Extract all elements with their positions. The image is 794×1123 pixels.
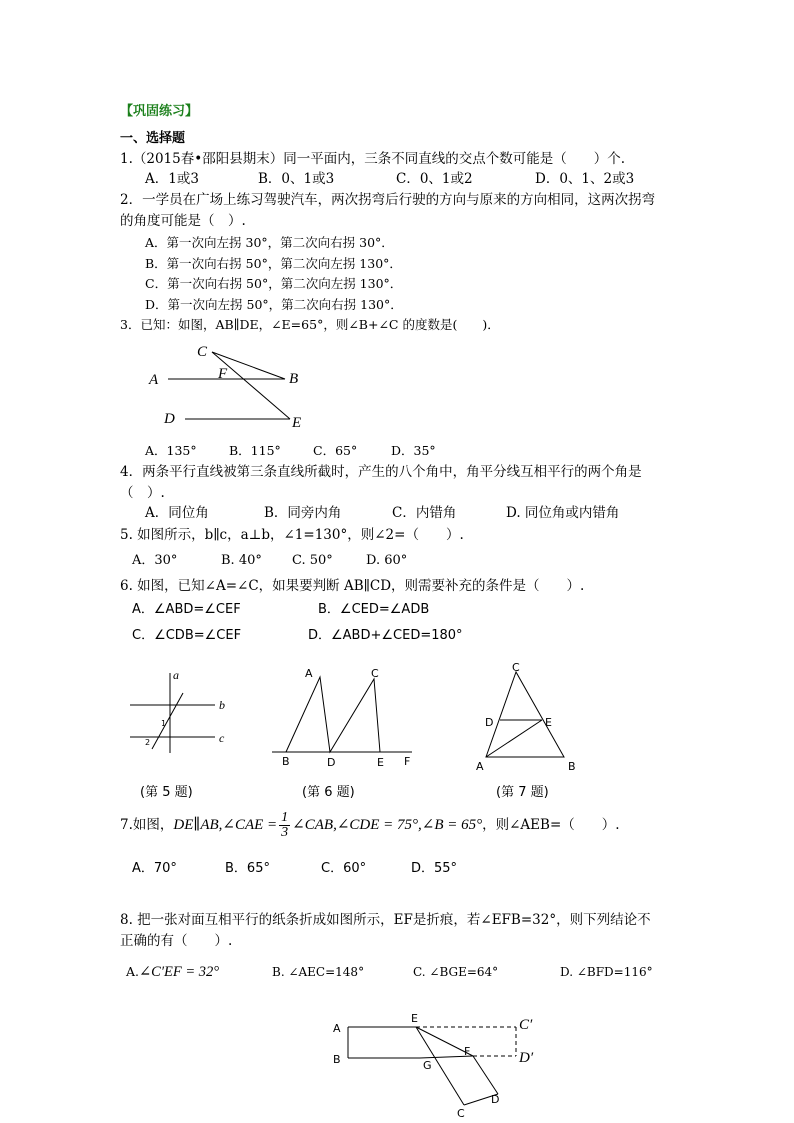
fig6-label-e: E: [377, 756, 384, 769]
q5-option-b: B. 40°: [221, 553, 262, 568]
q8-figure: [330, 1008, 545, 1120]
q8-option-d: D. ∠BFD=116°: [560, 965, 653, 979]
q3-label-a: A: [149, 372, 159, 388]
q8-option-c: C. ∠BGE=64°: [413, 965, 499, 979]
q3-label-f: F: [218, 366, 228, 382]
fig5-label-c: c: [219, 731, 225, 745]
q6-option-b: B．∠CED=∠ADB: [318, 602, 430, 617]
fig5-figure: [130, 665, 240, 755]
q6-option-a: A．∠ABD=∠CEF: [132, 602, 241, 617]
section-title: 一、选择题: [120, 131, 186, 146]
q3-label-b: B: [289, 371, 299, 387]
q7-stem: [120, 807, 620, 843]
q6-option-c: C．∠CDB=∠CEF: [132, 628, 242, 643]
q2-option-d: D．第一次向左拐 50°，第二次向右拐 130°．: [145, 297, 403, 312]
q8-label-g: G: [423, 1059, 432, 1072]
q8-label-b: B: [333, 1053, 341, 1066]
q5-option-c: C. 50°: [292, 553, 333, 568]
q3-label-e: E: [292, 415, 302, 431]
q7-option-c: C．60°: [321, 861, 367, 876]
fig6-caption: (第 6 题): [302, 785, 355, 800]
q3-option-d: D．35°: [391, 443, 436, 458]
q4-option-c: C．内错角: [392, 505, 457, 521]
q3-option-c: C．65°: [313, 443, 358, 458]
fig7-label-d: D: [485, 716, 494, 729]
q4-stem-line2: （ ）.: [120, 485, 165, 501]
q7-option-b: B．65°: [225, 861, 270, 876]
q7-prefix: 7.如图，: [120, 817, 174, 833]
q8-label-d: D: [491, 1093, 500, 1106]
q8-label-d-prime: D′: [519, 1050, 534, 1066]
section-header: 【巩固练习】: [120, 104, 199, 119]
q7-formula-part1: DE∥AB,∠CAE =: [173, 817, 278, 833]
q7-option-d: D．55°: [411, 861, 458, 876]
fig7-label-a: A: [476, 760, 484, 773]
fig6-label-a: A: [305, 667, 313, 680]
q2-option-a: A．第一次向左拐 30°，第二次向右拐 30°．: [145, 235, 394, 250]
fig6-label-b: B: [282, 755, 290, 768]
q7-formula-part2: ∠CAB,∠CDE = 75°,∠B = 65°: [292, 817, 483, 833]
fig5-label-1: 1: [161, 719, 167, 728]
q2-stem-line1: 2．一学员在广场上练习驾驶汽车，两次拐弯后行驶的方向与原来的方向相同，这两次拐弯: [120, 192, 656, 208]
q2-option-b: B．第一次向右拐 50°，第二次向左拐 130°．: [145, 256, 402, 271]
fig5-caption: (第 5 题): [140, 785, 193, 800]
fig6-figure: [270, 665, 420, 775]
q3-label-d: D: [164, 411, 175, 427]
fig6-label-d: D: [327, 756, 336, 769]
q1-option-a: A．1或3: [145, 171, 199, 187]
fig5-label-b: b: [219, 698, 225, 712]
fig7-caption: (第 7 题): [496, 785, 549, 800]
q7-fraction: [279, 811, 290, 840]
q7-suffix: ，则∠AEB=（ ）.: [482, 817, 620, 833]
q5-option-a: A．30°: [132, 553, 178, 568]
q7-frac-num: 1: [281, 810, 289, 825]
q8-stem-line2: 正确的有（ ）.: [120, 933, 233, 949]
q2-option-c: C．第一次向右拐 50°，第二次向左拐 130°．: [145, 276, 403, 291]
q1-option-c: C．0、1或2: [396, 171, 473, 187]
q8-option-a-prefix: A.: [126, 964, 140, 979]
q8-option-a: [126, 963, 219, 981]
fig6-label-f: F: [404, 755, 411, 768]
q1-stem: 1.（2015春•邵阳县期末）同一平面内，三条不同直线的交点个数可能是（ ）个.: [120, 151, 625, 167]
q1-option-d: D．0、1、2或3: [535, 171, 635, 187]
q4-option-d: D. 同位角或内错角: [506, 505, 620, 521]
q5-option-d: D. 60°: [366, 553, 408, 568]
q7-frac-den: 3: [281, 825, 289, 840]
fig7-label-b: B: [568, 760, 576, 773]
q8-label-c-prime: C′: [519, 1017, 533, 1033]
q5-stem: 5. 如图所示，b∥c，a⊥b，∠1=130°，则∠2=（ ）.: [120, 527, 464, 543]
q8-label-c: C: [457, 1107, 465, 1120]
q1-option-b: B．0、1或3: [258, 171, 335, 187]
fig5-label-2: 2: [145, 738, 151, 747]
q3-label-c: C: [197, 344, 208, 360]
q8-label-f: F: [464, 1045, 471, 1058]
fig7-figure: [472, 660, 582, 775]
q3-stem: 3．已知：如图，AB∥DE，∠E=65°，则∠B+∠C 的度数是( )．: [120, 317, 500, 332]
q8-stem-line1: 8. 把一张对面互相平行的纸条折成如图所示，EF是折痕，若∠EFB=32°，则下列结论不: [120, 912, 651, 928]
fig7-label-e: E: [545, 716, 552, 729]
q7-option-a: A．70°: [132, 861, 177, 876]
q3-figure: [140, 340, 320, 435]
q8-label-e: E: [411, 1012, 418, 1025]
q3-option-b: B．115°: [229, 443, 281, 458]
q4-stem-line1: 4．两条平行直线被第三条直线所截时，产生的八个角中，角平分线互相平行的两个角是: [120, 464, 642, 480]
q4-option-a: A．同位角: [145, 505, 209, 521]
q2-stem-line2: 的角度可能是（ ）.: [120, 213, 246, 229]
q4-option-b: B．同旁内角: [264, 505, 342, 521]
q8-label-a: A: [333, 1022, 341, 1035]
q8-option-b: B. ∠AEC=148°: [272, 965, 365, 979]
fig5-label-a: a: [173, 668, 179, 682]
fig6-label-c: C: [371, 667, 379, 680]
q6-option-d: D．∠ABD+∠CED=180°: [308, 628, 463, 643]
q3-option-a: A．135°: [145, 443, 197, 458]
q8-option-a-formula: ∠C′EF = 32°: [139, 964, 220, 980]
fig7-label-c: C: [512, 661, 520, 674]
q6-stem: 6. 如图，已知∠A=∠C，如果要判断 AB∥CD，则需要补充的条件是（ ）.: [120, 578, 585, 594]
